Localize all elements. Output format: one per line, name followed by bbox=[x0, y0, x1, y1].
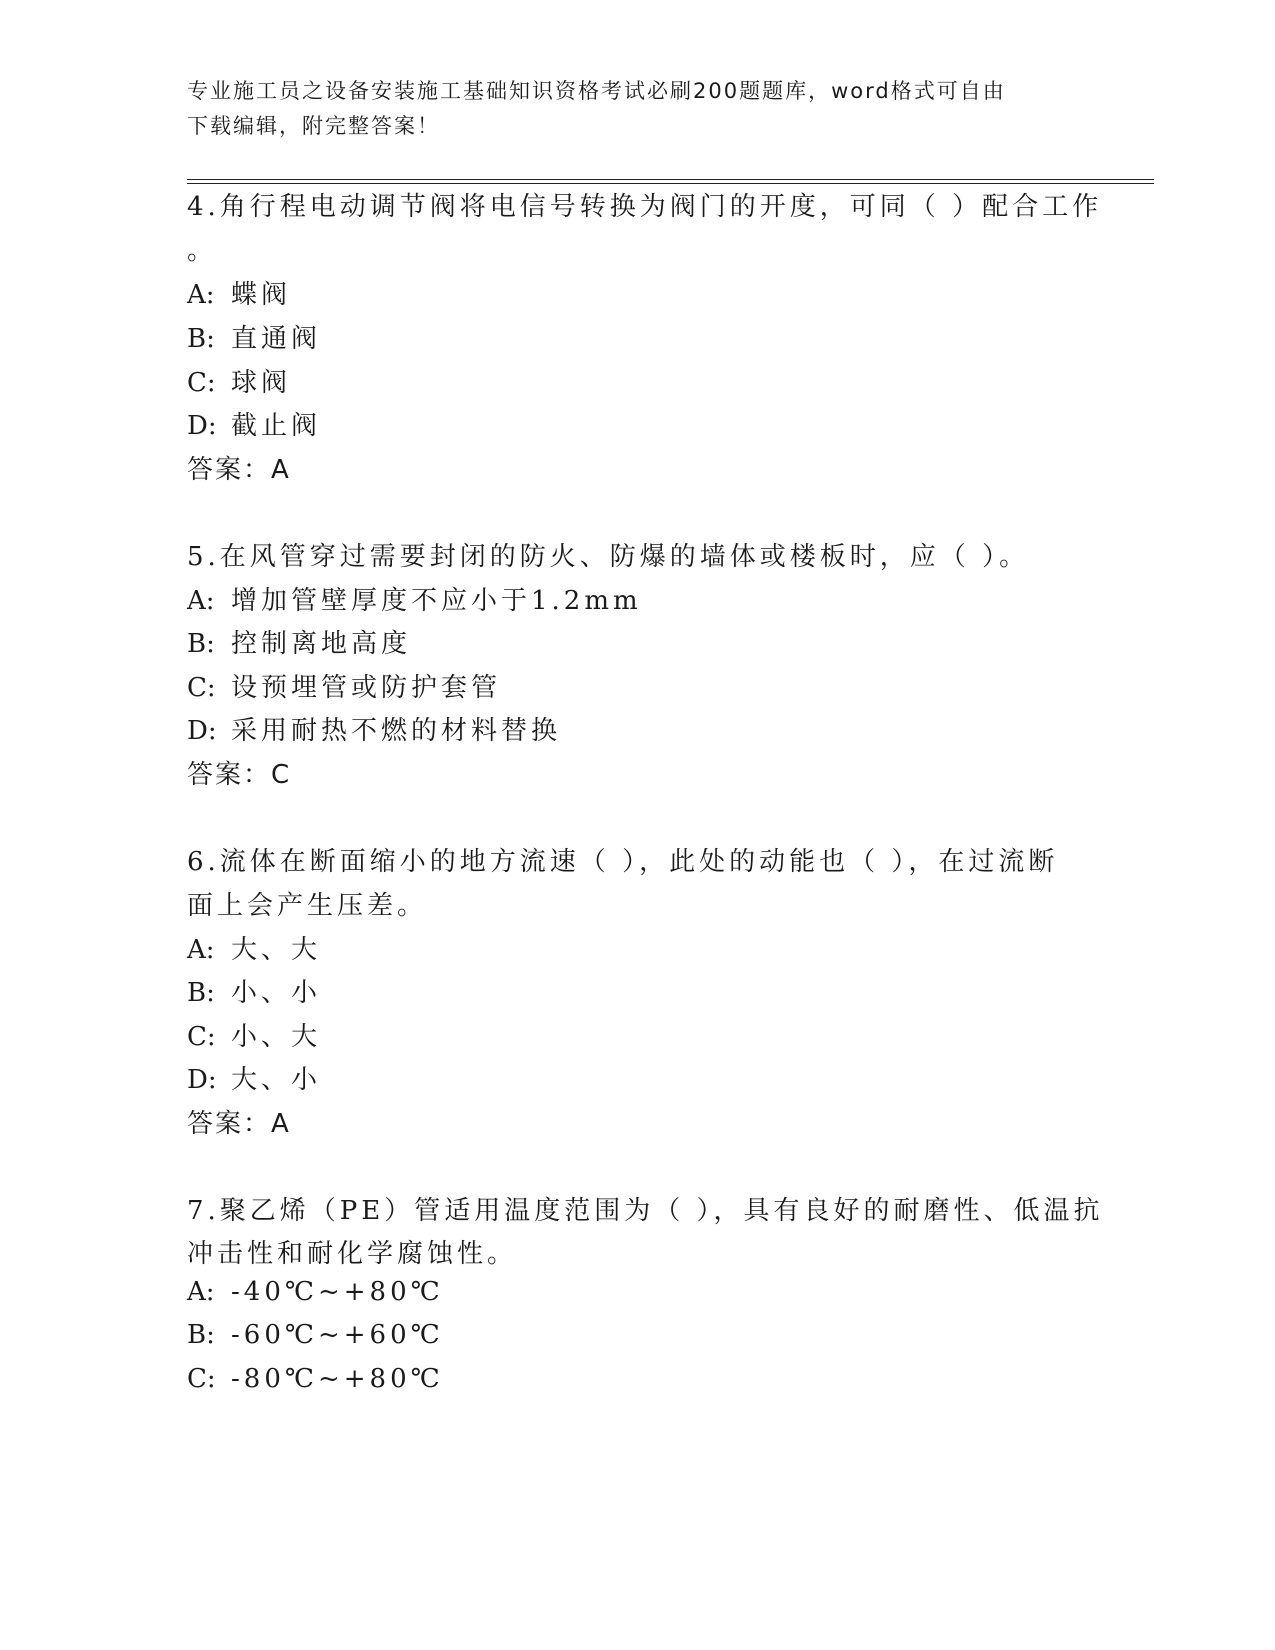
question-7-stem-line-1: 7.聚乙烯（PE）管适用温度范围为（ ），具有良好的耐磨性、低温抗 bbox=[187, 1196, 1104, 1226]
question-4-stem-line-1: 4.角行程电动调节阀将电信号转换为阀门的开度，可同（ ）配合工作 bbox=[187, 192, 1103, 222]
question-5-answer: 答案：C bbox=[187, 760, 292, 790]
question-5-option-c bbox=[187, 667, 501, 704]
header-divider-bottom bbox=[187, 183, 1154, 184]
question-5-option-a bbox=[187, 580, 642, 617]
question-4-option-d bbox=[187, 405, 321, 442]
option-text: 球阀 bbox=[231, 368, 292, 398]
option-text: -60℃~+60℃ bbox=[231, 1320, 444, 1350]
question-6-stem-line-2: 面上会产生压差。 bbox=[187, 891, 428, 921]
option-text: 大、小 bbox=[231, 1065, 322, 1095]
option-text: -40℃~+80℃ bbox=[231, 1277, 444, 1307]
option-text: 控制离地高度 bbox=[231, 629, 412, 659]
option-key: A: bbox=[187, 935, 215, 965]
option-key: A: bbox=[187, 1277, 215, 1307]
option-text: -80℃~+80℃ bbox=[231, 1364, 444, 1394]
option-text: 小、小 bbox=[231, 978, 322, 1008]
option-text: 蝶阀 bbox=[231, 280, 292, 310]
question-5-stem-line-1: 5.在风管穿过需要封闭的防火、防爆的墙体或楼板时，应（ ）。 bbox=[187, 542, 1030, 572]
question-4-option-c bbox=[187, 362, 291, 399]
question-7-stem-line-2: 冲击性和耐化学腐蚀性。 bbox=[187, 1239, 518, 1269]
question-6-stem-line-1: 6.流体在断面缩小的地方流速（ ），此处的动能也（ ），在过流断 bbox=[187, 847, 1059, 877]
question-4-option-b bbox=[187, 318, 321, 355]
option-text: 采用耐热不燃的材料替换 bbox=[231, 716, 562, 746]
question-6-option-a bbox=[187, 929, 321, 966]
option-text: 直通阀 bbox=[231, 324, 322, 354]
option-text: 截止阀 bbox=[231, 411, 322, 441]
option-key: C: bbox=[187, 673, 216, 703]
option-key: D: bbox=[187, 716, 217, 746]
question-6-option-b bbox=[187, 972, 321, 1009]
question-4-answer: 答案：A bbox=[187, 455, 291, 485]
option-key: B: bbox=[187, 1320, 215, 1350]
option-key: B: bbox=[187, 629, 215, 659]
header-line-1: 专业施工员之设备安装施工基础知识资格考试必刷200题题库，word格式可自由 bbox=[187, 79, 1006, 103]
option-key: B: bbox=[187, 324, 215, 354]
option-text: 小、大 bbox=[231, 1022, 322, 1052]
option-key: D: bbox=[187, 1065, 217, 1095]
option-text: 增加管壁厚度不应小于1.2mm bbox=[231, 586, 642, 616]
document-header bbox=[187, 74, 1067, 144]
option-key: A: bbox=[187, 280, 215, 310]
question-5-option-b bbox=[187, 623, 411, 660]
option-key: D: bbox=[187, 411, 217, 441]
option-text: 大、大 bbox=[231, 935, 322, 965]
question-6-answer: 答案：A bbox=[187, 1109, 291, 1139]
question-7-option-c bbox=[187, 1364, 444, 1394]
option-key: C: bbox=[187, 368, 216, 398]
header-line-2: 下载编辑，附完整答案！ bbox=[187, 114, 440, 138]
header-divider-top bbox=[187, 179, 1154, 180]
question-5-option-d bbox=[187, 710, 561, 747]
option-key: C: bbox=[187, 1022, 216, 1052]
question-7-option-a bbox=[187, 1277, 444, 1307]
question-6-option-d bbox=[187, 1059, 321, 1096]
option-key: B: bbox=[187, 978, 215, 1008]
question-6-option-c bbox=[187, 1016, 321, 1053]
option-text: 设预埋管或防护套管 bbox=[231, 673, 502, 703]
option-key: C: bbox=[187, 1364, 216, 1394]
option-key: A: bbox=[187, 586, 215, 616]
question-4-stem-line-2: 。 bbox=[187, 236, 218, 266]
question-4-option-a bbox=[187, 274, 291, 311]
question-7-option-b bbox=[187, 1320, 444, 1350]
